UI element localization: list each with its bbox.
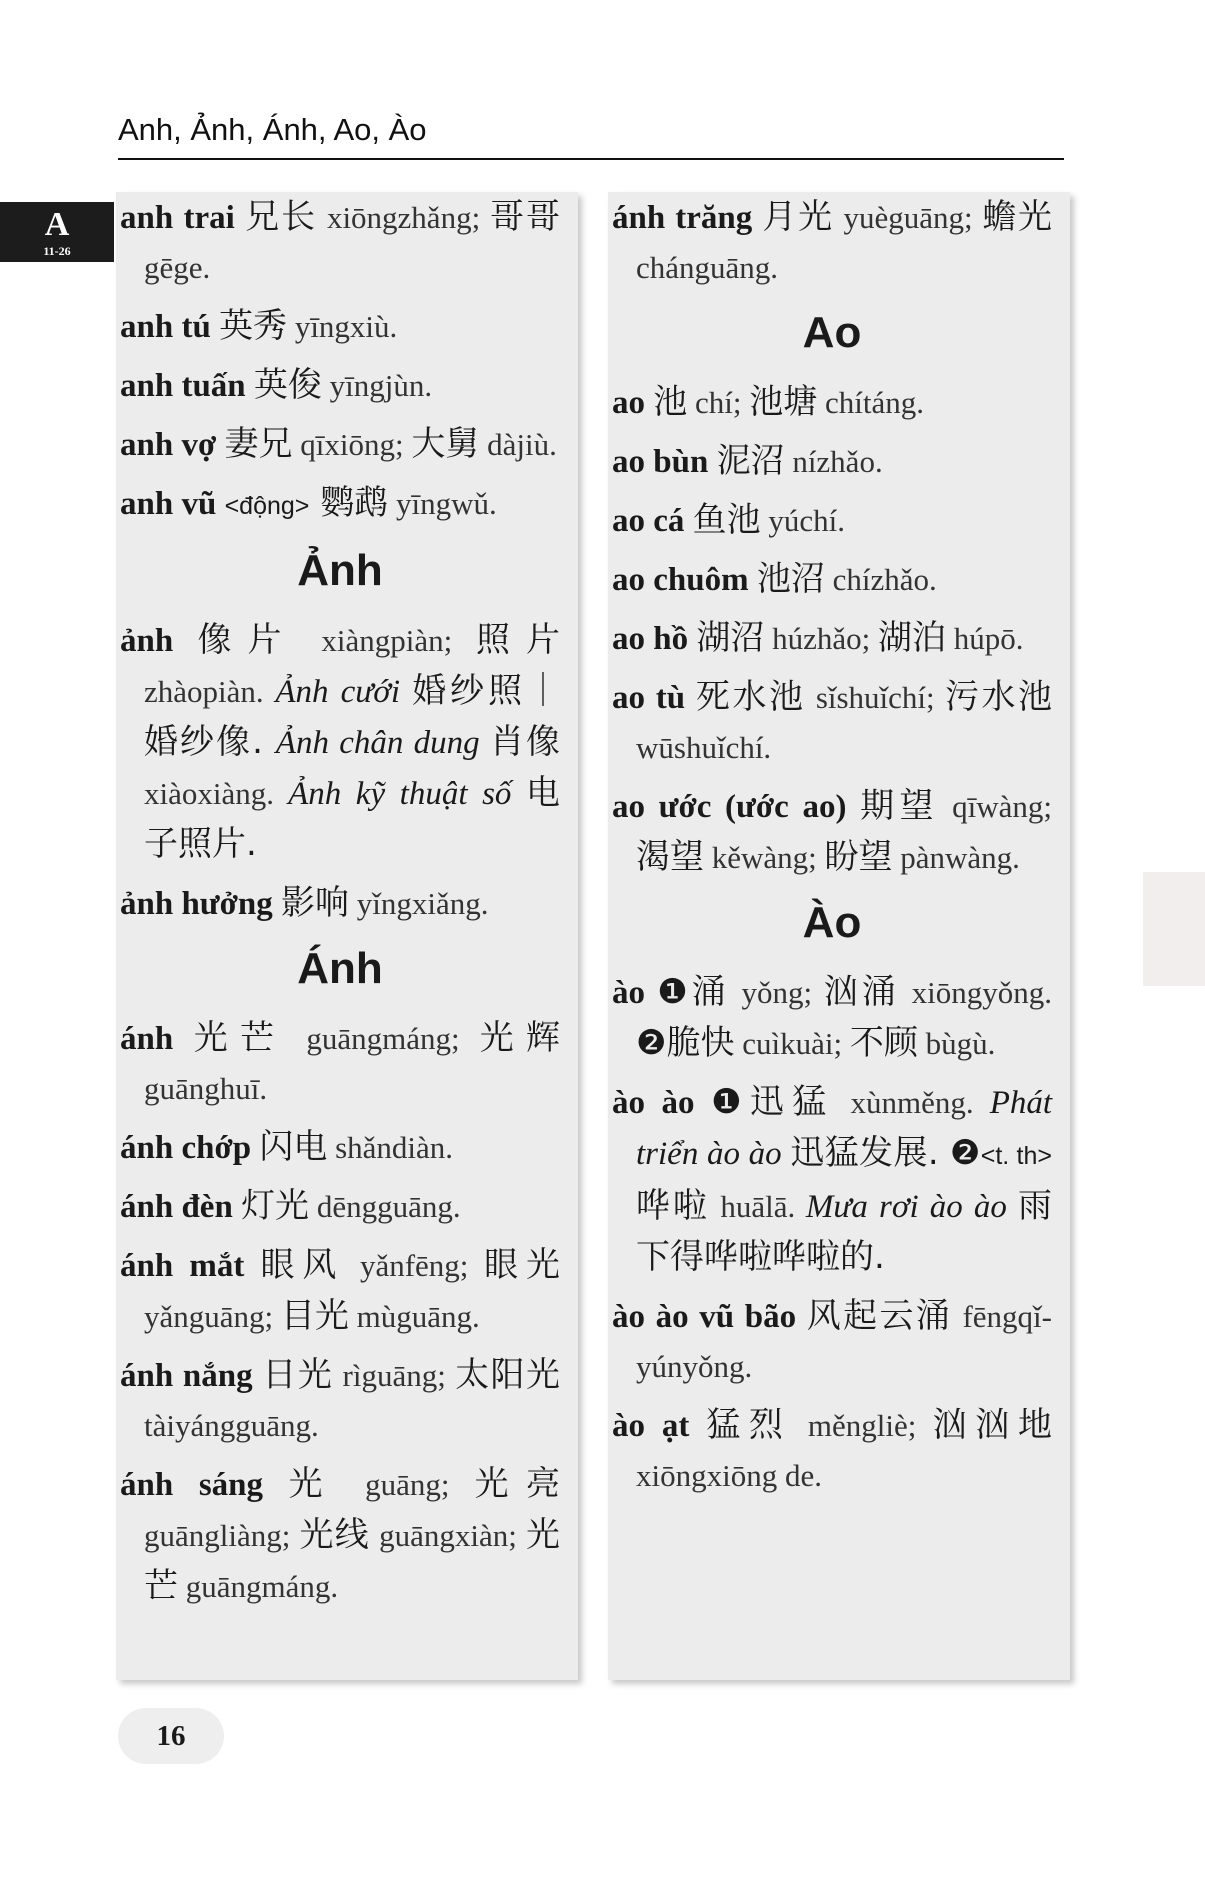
dictionary-entry	[612, 1291, 1052, 1392]
dictionary-entry	[612, 781, 1052, 883]
headword: ao ước (ước ao)	[612, 789, 861, 825]
dictionary-entry	[120, 878, 560, 929]
chinese-text: 哗啦	[636, 1186, 710, 1226]
headword: ao	[612, 385, 654, 421]
pinyin-text: húzhǎo;	[764, 621, 878, 656]
pinyin-text: rìguāng;	[333, 1358, 456, 1393]
chinese-text: ❷脆快	[636, 1023, 735, 1063]
chinese-text: ❶涌	[657, 972, 730, 1012]
headword: ao bùn	[612, 444, 717, 480]
dictionary-entry	[612, 967, 1052, 1069]
chinese-text: 影响	[281, 883, 349, 923]
thumb-tab-range: 11-26	[43, 244, 71, 258]
right-column	[608, 192, 1070, 1680]
pinyin-text: xiàngpiàn;	[297, 623, 476, 658]
pinyin-text: qīwàng;	[938, 789, 1052, 824]
pinyin-text: chánguāng.	[636, 250, 779, 285]
chinese-text: 鹦鹉	[309, 483, 389, 523]
headword: anh tuấn	[120, 368, 254, 404]
chinese-text: 像片	[197, 620, 298, 660]
page-number: 16	[118, 1708, 224, 1764]
pinyin-text: guāng;	[340, 1467, 475, 1502]
section-heading: Ánh	[297, 944, 383, 993]
pinyin-text: guāngxiàn;	[370, 1518, 526, 1553]
headword: ánh mắt	[120, 1248, 261, 1284]
chinese-text: 汹涌	[823, 972, 900, 1012]
pinyin-text: zhàopiàn.	[144, 674, 276, 709]
chinese-text: 湖泊	[878, 618, 946, 658]
headword: ánh chớp	[120, 1130, 260, 1166]
pinyin-text: húpō.	[946, 621, 1024, 656]
pinyin-text: guāngmáng.	[178, 1569, 339, 1604]
headword: ánh	[120, 1021, 194, 1057]
chinese-text: 光亮	[474, 1464, 561, 1504]
chinese-text: 肖像	[489, 722, 560, 762]
chinese-text: 光芒	[144, 1515, 560, 1606]
dictionary-entry	[120, 1013, 560, 1114]
chinese-text: 蟾光	[982, 197, 1052, 237]
pinyin-text: xiōngyǒng.	[899, 975, 1053, 1010]
chinese-text: 英俊	[253, 365, 322, 405]
headword: ảnh	[120, 623, 198, 659]
chinese-text: 目光	[280, 1296, 349, 1336]
pinyin-text: nízhǎo.	[784, 444, 883, 479]
pinyin-text: tàiyángguāng.	[144, 1408, 319, 1443]
pinyin-text: dàjiù.	[479, 427, 557, 462]
chinese-text: 死水池	[695, 677, 806, 717]
thumb-index-tab	[0, 202, 114, 262]
pinyin-text: yúchí.	[760, 503, 846, 538]
section-heading: Ao	[802, 308, 862, 357]
running-head: Anh, Ảnh, Ánh, Ao, Ào	[118, 112, 427, 147]
pinyin-text: chízhǎo.	[824, 562, 937, 597]
dictionary-entry	[612, 613, 1052, 664]
headword: ánh sáng	[120, 1467, 289, 1503]
chinese-text: 期望	[860, 786, 939, 826]
headword: ào ào	[612, 1085, 712, 1121]
headword: ao hồ	[612, 621, 697, 657]
example-text: Mưa rơi ào ào	[805, 1189, 1018, 1225]
pinyin-text: bùgù.	[917, 1026, 996, 1061]
side-edge-tab	[1143, 872, 1205, 986]
headword: anh vợ	[120, 427, 225, 463]
chinese-text: 池	[653, 382, 688, 422]
chinese-text: 猛烈	[706, 1405, 792, 1445]
left-column	[116, 192, 578, 1680]
dictionary-entry	[612, 192, 1052, 293]
chinese-text: 光芒	[193, 1018, 287, 1058]
chinese-text: 日光	[262, 1355, 334, 1395]
headword: ào ào vũ bão	[612, 1299, 807, 1335]
chinese-text: 光线	[299, 1515, 371, 1555]
chinese-text: 泥沼	[716, 441, 785, 481]
pinyin-text: guānghuī.	[144, 1071, 268, 1106]
dictionary-entry	[612, 377, 1052, 428]
example-text: Ảnh kỹ thuật số	[288, 776, 526, 812]
chinese-text: 电子照片.	[144, 773, 560, 864]
chinese-text: 不顾	[849, 1023, 918, 1063]
chinese-text: 湖沼	[696, 618, 765, 658]
example-text: Ảnh chân dung	[275, 725, 490, 761]
pinyin-text: fēngqǐ-yúnyǒng.	[636, 1299, 1052, 1384]
pinyin-text: shǎndiàn.	[327, 1130, 454, 1165]
chinese-text: 闪电	[259, 1127, 328, 1167]
headword: ao tù	[612, 680, 696, 716]
chinese-text: 污水池	[944, 677, 1053, 717]
pinyin-text: yīngwǔ.	[388, 486, 497, 521]
chinese-text: 眼风	[260, 1245, 345, 1285]
headword: ảnh hưởng	[120, 886, 281, 922]
chinese-text: 哥哥	[489, 197, 561, 237]
chinese-text: 眼光	[484, 1245, 560, 1285]
pinyin-text: yǒng;	[729, 975, 824, 1010]
headword: ao cá	[612, 503, 693, 539]
pinyin-text: gēge.	[144, 250, 211, 285]
pinyin-text: xiàoxiàng.	[144, 776, 289, 811]
headword: ánh trăng	[612, 200, 763, 236]
example-text: Phát triển ào ào	[636, 1085, 1053, 1172]
pinyin-text: yīngxiù.	[287, 309, 398, 344]
dictionary-entry	[612, 554, 1052, 605]
dictionary-entry	[120, 478, 560, 531]
headword: ao chuôm	[612, 562, 757, 598]
dictionary-entry	[120, 1350, 560, 1451]
pinyin-text: wūshuǐchí.	[636, 730, 772, 765]
headword: anh vũ	[120, 486, 225, 522]
headword: anh tú	[120, 309, 220, 345]
dictionary-entry	[612, 1077, 1052, 1283]
part-of-speech-tag: <động>	[224, 492, 310, 520]
chinese-text: 迅猛发展. ❷	[790, 1133, 981, 1173]
dictionary-entry	[120, 419, 560, 470]
section-heading: Ào	[802, 898, 862, 947]
dictionary-entry	[612, 495, 1052, 546]
dictionary-entry	[120, 1459, 560, 1612]
section-heading: Ảnh	[297, 546, 383, 595]
chinese-text: 兄长	[245, 197, 318, 237]
chinese-text: 大舅	[411, 424, 480, 464]
chinese-text: 光	[288, 1464, 341, 1504]
chinese-text: 盼望	[824, 837, 893, 877]
pinyin-text: xiōngxiōng de.	[636, 1458, 822, 1493]
chinese-text: 月光	[762, 197, 834, 237]
pinyin-text: pànwàng.	[892, 840, 1020, 875]
chinese-text: 风起云涌	[806, 1296, 953, 1336]
pinyin-text: sǐshuǐchí;	[805, 680, 945, 715]
dictionary-entry	[612, 436, 1052, 487]
pinyin-text: cuìkuài;	[734, 1026, 850, 1061]
pinyin-text: xiōngzhǎng;	[317, 200, 490, 235]
pinyin-text: chítáng.	[817, 385, 924, 420]
pinyin-text: xùnměng.	[834, 1085, 990, 1120]
chinese-text: 英秀	[219, 306, 288, 346]
pinyin-text: yǎnguāng;	[144, 1299, 281, 1334]
dictionary-entry	[120, 301, 560, 352]
chinese-text: 鱼池	[692, 500, 761, 540]
pinyin-text: guāngmáng;	[286, 1021, 480, 1056]
chinese-text: 池塘	[749, 382, 818, 422]
right-column-entries	[608, 192, 1062, 1501]
dictionary-entry	[120, 615, 560, 870]
example-text: Ảnh cưới	[275, 674, 413, 710]
dictionary-entry	[612, 1400, 1052, 1501]
chinese-text: 雨下得哗啦哗啦的.	[636, 1186, 1052, 1277]
pinyin-text: yīngjùn.	[321, 368, 433, 403]
pinyin-text: guāngliàng;	[144, 1518, 300, 1553]
left-column-entries	[116, 192, 570, 1612]
pinyin-text: huālā.	[709, 1189, 806, 1224]
pinyin-text: mùguāng.	[348, 1299, 480, 1334]
chinese-text: 婚纱照｜婚纱像.	[144, 671, 561, 762]
dictionary-entry	[120, 1122, 560, 1173]
chinese-text: 照片	[475, 620, 561, 660]
pinyin-text: yǎnfēng;	[344, 1248, 485, 1283]
chinese-text: 池沼	[756, 559, 825, 599]
chinese-text: ❶迅猛	[711, 1082, 835, 1122]
dictionary-entry	[120, 192, 560, 293]
headword: ào ạt	[612, 1408, 707, 1444]
chinese-text: 渴望	[636, 837, 704, 877]
pinyin-text: dēngguāng.	[309, 1189, 461, 1224]
dictionary-entry	[120, 360, 560, 411]
chinese-text: 汹汹地	[932, 1405, 1053, 1445]
chinese-text: 妻兄	[224, 424, 293, 464]
header-rule	[118, 158, 1064, 160]
headword: anh trai	[120, 200, 246, 236]
pinyin-text: kěwàng;	[704, 840, 825, 875]
pinyin-text: yǐngxiǎng.	[349, 886, 489, 921]
chinese-text: 灯光	[241, 1186, 310, 1226]
headword: ào	[612, 975, 658, 1011]
dictionary-entry	[120, 1181, 560, 1232]
part-of-speech-tag: <t. th>	[980, 1142, 1052, 1170]
chinese-text: 太阳光	[455, 1355, 561, 1395]
pinyin-text: yuèguāng;	[833, 200, 983, 235]
dictionary-entry	[612, 672, 1052, 773]
pinyin-text: qīxiōng;	[292, 427, 412, 462]
headword: ánh nắng	[120, 1358, 263, 1394]
pinyin-text: chí;	[687, 385, 750, 420]
pinyin-text: měngliè;	[791, 1408, 933, 1443]
thumb-tab-letter: A	[44, 206, 70, 243]
dictionary-entry	[120, 1240, 560, 1342]
headword: ánh đèn	[120, 1189, 242, 1225]
chinese-text: 光辉	[479, 1018, 560, 1058]
